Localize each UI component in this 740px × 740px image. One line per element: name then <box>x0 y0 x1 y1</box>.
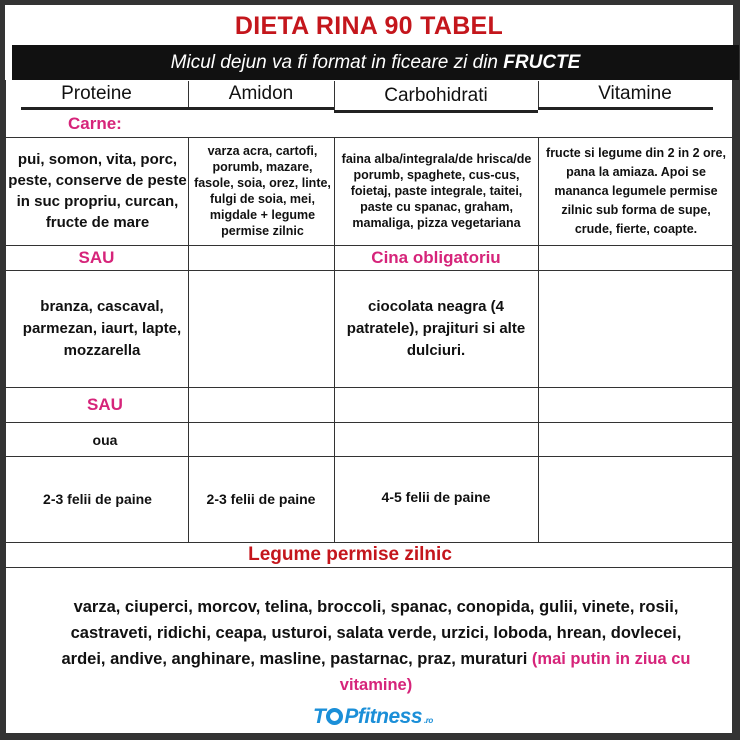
header-carbohidrati: Carbohidrati <box>384 84 488 106</box>
sau-label-1: SAU <box>78 248 115 267</box>
sau-label-2: SAU <box>87 395 123 414</box>
header-underline-2 <box>334 110 538 113</box>
legume-text-block <box>61 590 691 700</box>
frame-right <box>732 80 733 733</box>
legume-note: (mai putin in ziua cu vitamine) <box>339 650 691 694</box>
header-divider-1 <box>188 81 189 108</box>
proteine-cell-1: pui, somon, vita, porc, peste, conserve de peste in suc propriu, curcan, fructe de mare <box>8 151 187 231</box>
col-divider-3 <box>538 137 539 542</box>
header-proteine: Proteine <box>61 83 132 104</box>
vitamine-cell-1: fructe si legume din 2 in 2 ore, pana la amiaza. Apoi se mananca legumele permise zilnic sub forma de supe, crude, fierte, coapte. <box>546 145 726 236</box>
header-divider-3 <box>538 81 539 108</box>
carbohidrati-cell-1: faina alba/integrala/de hrisca/de porumb, spaghete, cus-cus, foietaj, paste integrale, taitei, paste cu spanac, graham, mamaliga, pizza vegetariana <box>341 152 532 230</box>
header-vitamine: Vitamine <box>598 83 672 104</box>
paine-proteine: 2-3 felii de paine <box>43 491 152 507</box>
topfitness-logo <box>313 705 433 729</box>
header-amidon: Amidon <box>228 83 294 104</box>
carne-label: Carne: <box>68 114 122 133</box>
paine-amidon: 2-3 felii de paine <box>206 491 316 507</box>
logo-ring-icon <box>326 708 343 725</box>
header-underline-3 <box>538 107 713 110</box>
diet-table-sheet <box>5 5 733 733</box>
subtitle-text: Micul dejun va fi format in ficeare zi din <box>170 52 504 73</box>
subtitle-bold: FRUCTE <box>503 52 581 73</box>
subtitle-banner <box>12 45 739 80</box>
logo-text-1: T <box>313 705 326 728</box>
page-title: DIETA RINA 90 TABEL <box>234 12 504 40</box>
amidon-cell-1: varza acra, cartofi, porumb, mazare, fasole, soia, orez, linte, fulgi de soia, mei, migdale + legume permise zilnic <box>194 144 331 238</box>
legume-list: varza, ciuperci, morcov, telina, broccoli, spanac, conopida, gulii, vinete, rosii, castraveti, ridichi, ceapa, usturoi, salata verde, urzici, loboda, hrean, dovlecei, ardei, andive, anghinare, masline, pastarnac, praz, muraturi <box>61 598 682 668</box>
header-divider-2 <box>334 81 335 111</box>
proteine-cell-3: oua <box>92 431 118 448</box>
logo-text-2: Pfitness <box>344 705 423 728</box>
header-underline-1 <box>21 107 334 110</box>
paine-carbohidrati: 4-5 felii de paine <box>381 489 491 505</box>
carbohidrati-cell-2: ciocolata neagra (4 patratele), prajituri si alte dulciuri. <box>346 298 526 359</box>
row-line-8 <box>5 567 733 568</box>
cina-label: Cina obligatoriu <box>371 248 501 267</box>
logo-suffix: .ro <box>424 716 433 725</box>
legume-title: Legume permise zilnic <box>248 544 452 565</box>
proteine-cell-2: branza, cascaval, parmezan, iaurt, lapte, mozzarella <box>22 298 182 359</box>
